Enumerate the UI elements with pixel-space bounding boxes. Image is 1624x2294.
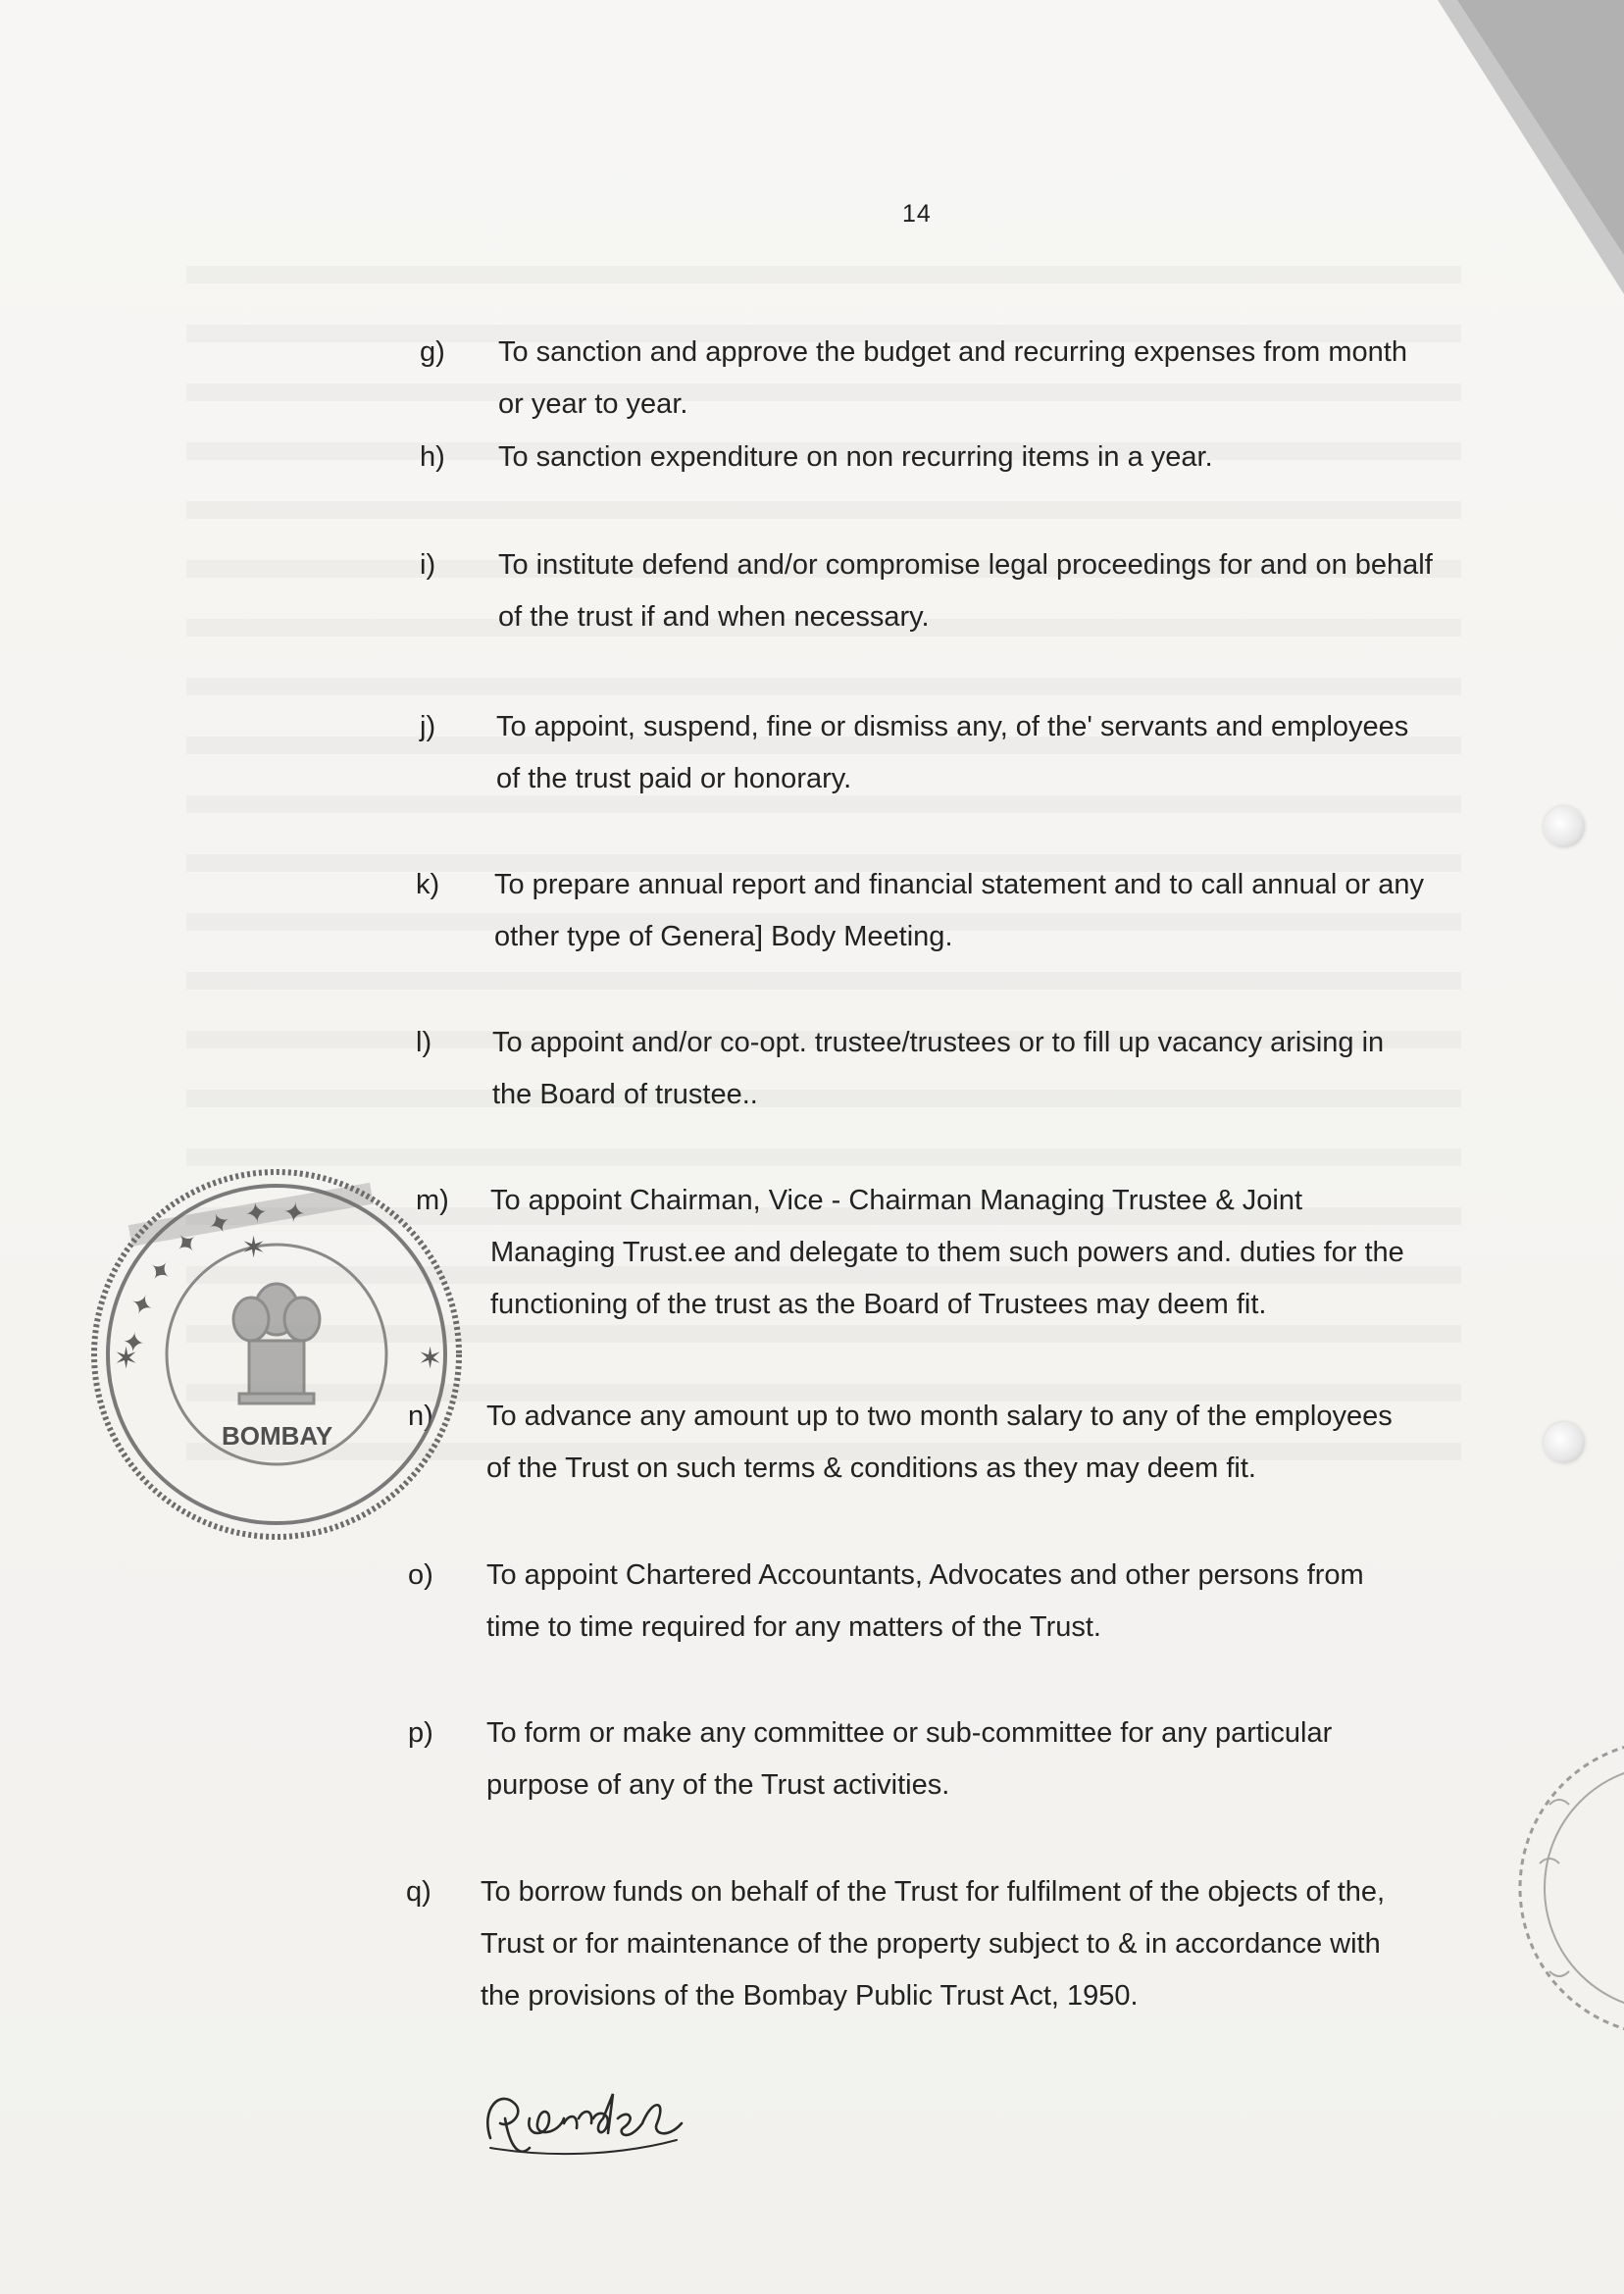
svg-text:✦ ✦ ✦ ✦ ✦ ✦ ✦: ✦ ✦ ✦ ✦ ✦ ✦ ✦ <box>119 1197 311 1355</box>
clause-marker: l) <box>416 1027 432 1058</box>
clause-line: To appoint Chairman, Vice - Chairman Managing Trustee & Joint <box>490 1185 1303 1216</box>
clause-line: time to time required for any matters of the Trust. <box>486 1611 1101 1643</box>
clause-p <box>408 1708 1536 1815</box>
svg-text:✶: ✶ <box>418 1343 443 1375</box>
clause-line: To institute defend and/or compromise legal proceedings for and on behalf <box>498 549 1433 581</box>
clause-line: To prepare annual report and financial statement and to call annual or any <box>494 869 1424 900</box>
clause-i <box>420 539 1548 647</box>
clause-marker: o) <box>408 1559 433 1591</box>
clause-line: Managing Trust.ee and delegate to them such powers and. duties for the <box>490 1237 1404 1268</box>
clause-marker: m) <box>416 1185 449 1216</box>
handwritten-signature <box>471 2069 696 2167</box>
clause-line: purpose of any of the Trust activities. <box>486 1769 950 1801</box>
clause-line: Trust or for maintenance of the property subject to & in accordance with <box>481 1928 1381 1960</box>
clause-l <box>416 1017 1544 1125</box>
clause-line: To appoint, suspend, fine or dismiss any, of the' servants and employees <box>496 711 1409 742</box>
clause-line: To sanction and approve the budget and recurring expenses from month <box>498 336 1407 368</box>
clause-k <box>416 859 1544 967</box>
clause-line: the provisions of the Bombay Public Trust Act, 1950. <box>481 1980 1139 2012</box>
clause-line: functioning of the trust as the Board of Trustees may deem fit. <box>490 1289 1267 1320</box>
seal-text: BOMBAY <box>222 1421 333 1451</box>
clause-g <box>420 327 1548 434</box>
clause-n <box>408 1391 1536 1499</box>
punch-hole <box>1544 1422 1585 1463</box>
svg-text:✶: ✶ <box>114 1343 139 1375</box>
svg-text:✶: ✶ <box>241 1232 267 1264</box>
clause-line: To advance any amount up to two month salary to any of the employees <box>486 1401 1393 1432</box>
punch-hole <box>1544 806 1585 847</box>
clause-j <box>420 701 1548 809</box>
clause-line: To appoint and/or co-opt. trustee/trustees or to fill up vacancy arising in <box>492 1027 1385 1058</box>
clause-marker: j) <box>420 711 436 742</box>
clause-m <box>416 1175 1544 1332</box>
clause-q <box>406 1866 1534 2023</box>
clause-h <box>420 432 1548 485</box>
clause-marker: i) <box>420 549 436 581</box>
clause-line: To sanction expenditure on non recurring items in a year. <box>498 441 1213 473</box>
clause-o <box>408 1550 1536 1657</box>
clause-line: of the trust paid or honorary. <box>496 763 852 794</box>
government-seal-stamp <box>84 1162 469 1547</box>
clause-marker: q) <box>406 1876 431 1908</box>
page-number: 14 <box>902 200 932 228</box>
clause-line: of the trust if and when necessary. <box>498 601 930 633</box>
partial-seal-stamp <box>1510 1726 1624 2050</box>
clause-line: other type of Genera] Body Meeting. <box>494 921 953 952</box>
clause-marker: k) <box>416 869 440 900</box>
clause-marker: p) <box>408 1717 433 1749</box>
clause-line: of the Trust on such terms & conditions as they may deem fit. <box>486 1453 1256 1484</box>
clause-line: the Board of trustee.. <box>492 1079 758 1110</box>
clause-line: or year to year. <box>498 388 688 420</box>
clause-line: To borrow funds on behalf of the Trust for fulfilment of the objects of the, <box>481 1876 1386 1908</box>
clause-marker: h) <box>420 441 445 473</box>
clause-line: To form or make any committee or sub-committee for any particular <box>486 1717 1333 1749</box>
folded-corner <box>1438 0 1624 294</box>
clause-marker: n) <box>408 1401 433 1432</box>
clause-marker: g) <box>420 336 445 368</box>
clause-line: To appoint Chartered Accountants, Advocates and other persons from <box>486 1559 1364 1591</box>
